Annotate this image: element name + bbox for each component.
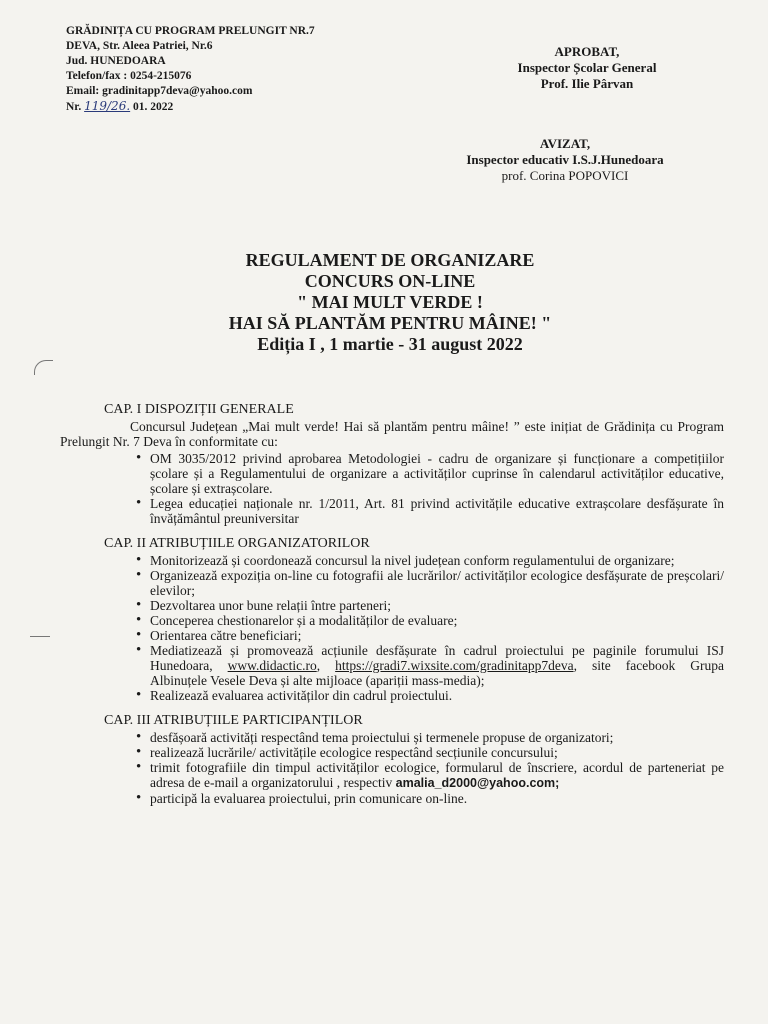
list-item-media [150, 643, 724, 688]
institution-email: Email: gradinitapp7deva@yahoo.com [66, 85, 253, 97]
didactic-link[interactable]: www.didactic.ro [227, 658, 317, 673]
list-item: • Realizează evaluarea activităților din cadrul proiectului. [150, 688, 724, 703]
institution-name: GRĂDINIȚA CU PROGRAM PRELUNGIT NR.7 [66, 25, 315, 37]
list-item: • Organizează expoziția on-line cu fotografii ale lucrărilor/ activităților ecologice desfășurate de preșcolari/ elevilor; [150, 568, 724, 598]
cap1-list [60, 451, 724, 526]
document-title [200, 250, 580, 355]
approval-role: Inspector Școlar General [517, 60, 657, 75]
media-text-start: Mediatizează și promovează acțiunile desfășurate în cadrul proiectului pe paginile forumului ISJ Hunedoara, [150, 643, 724, 673]
endorsement-name: prof. Corina POPOVICI [501, 168, 629, 183]
list-item: • Monitorizează și coordonează concursul la nivel județean conform regulamentului de organizare; [150, 553, 724, 568]
approval-name: Prof. Ilie Pârvan [540, 76, 634, 91]
list-item-send [150, 760, 724, 791]
cap2-heading: CAP. II ATRIBUȚIILE ORGANIZATORILOR [104, 536, 370, 551]
endorsement-role: Inspector educativ I.S.J.Hunedoara [466, 152, 664, 167]
institution-header [66, 24, 315, 115]
cap3-heading: CAP. III ATRIBUȚIILE PARTICIPANȚILOR [104, 713, 363, 728]
institution-phone: Telefon/fax : 0254-215076 [66, 70, 192, 82]
title-line-4: HAI SĂ PLANTĂM PENTRU MÂINE! " [228, 313, 552, 333]
cap1-intro: Concursul Județean „Mai mult verde! Hai să plantăm pentru mâine! ” este inițiat de Grădinița cu Program Prelungit Nr. 7 Deva în conformitate cu: [60, 419, 724, 449]
cap1-heading: CAP. I DISPOZIȚII GENERALE [104, 402, 294, 417]
title-line-2: CONCURS ON-LINE [304, 271, 476, 291]
title-line-5: Ediția I , 1 martie - 31 august 2022 [257, 334, 523, 354]
list-item: • OM 3035/2012 privind aprobarea Metodologiei - cadru de organizare și funcționare a competițiilor școlare și a Regulamentului de organizare a activităților cuprinse în calendarul activităților educative, școlare și extrașcolare. [150, 451, 724, 496]
media-text-end: , site facebook Grupa Albinuțele Vesele Deva și alte mijloace (apariții mass-media); [150, 658, 724, 688]
approval-label: APROBAT, [554, 44, 620, 59]
nr-prefix: Nr. [66, 101, 82, 113]
send-text: trimit fotografiile din timpul activităților ecologice, formularul de înscriere, acordul de parteneriat pe adresa de e-mail a organizatorului , respectiv [150, 760, 724, 790]
scan-mark [30, 636, 50, 641]
wixsite-link[interactable]: https://gradi7.wixsite.com/gradinitapp7deva [335, 658, 574, 673]
list-item: • Conceperea chestionarelor și a modalităților de evaluare; [150, 613, 724, 628]
title-line-3: " MAI MULT VERDE ! [297, 292, 483, 312]
list-item: • desfășoară activități respectând tema proiectului și termenele propuse de organizatori; [150, 730, 724, 745]
title-line-1: REGULAMENT DE ORGANIZARE [245, 250, 535, 270]
scan-mark [34, 360, 53, 375]
list-item: • participă la evaluarea proiectului, prin comunicare on-line. [150, 791, 724, 806]
list-item: • Legea educației naționale nr. 1/2011, Art. 81 privind activitățile educative extrașcolare desfășurate în învățământul preuniversitar [150, 496, 724, 526]
list-item: • Orientarea către beneficiari; [150, 628, 724, 643]
endorsement-label: AVIZAT, [539, 136, 591, 151]
organizer-email: amalia_d2000@yahoo.com; [395, 776, 560, 790]
nr-suffix: 01. 2022 [133, 101, 174, 113]
cap3-list [60, 730, 724, 806]
nr-handwritten: 119/26. [84, 99, 131, 113]
media-sep: , [316, 658, 336, 673]
institution-county: Jud. HUNEDOARA [66, 55, 166, 67]
list-item: • realizează lucrările/ activitățile ecologice respectând secțiunile concursului; [150, 745, 724, 760]
institution-address: DEVA, Str. Aleea Patriei, Nr.6 [66, 40, 213, 52]
approval-block [492, 44, 682, 92]
cap2-list [60, 553, 724, 703]
registration-number [66, 99, 315, 115]
endorsement-block [440, 136, 690, 184]
list-item: • Dezvoltarea unor bune relații între parteneri; [150, 598, 724, 613]
regulation-body [60, 402, 724, 816]
